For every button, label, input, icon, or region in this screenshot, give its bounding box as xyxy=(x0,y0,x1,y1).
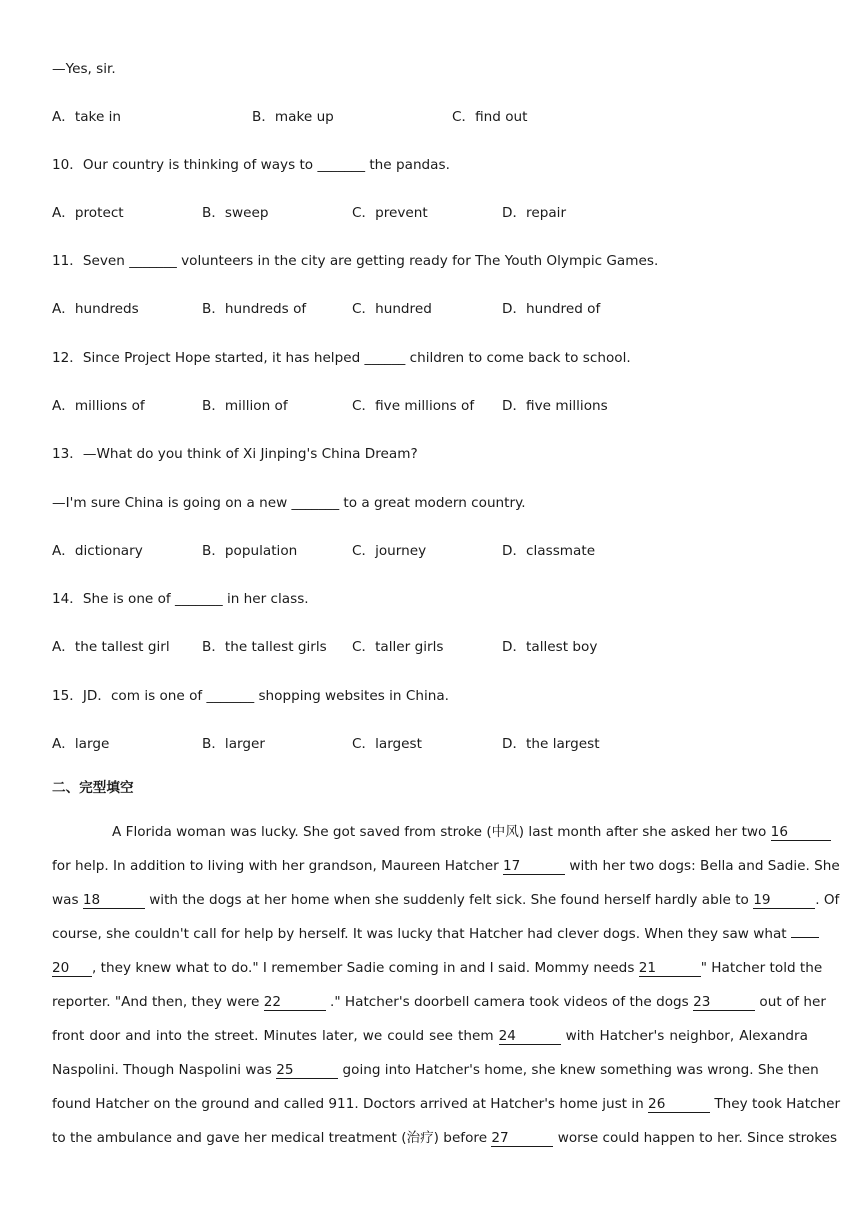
passage-line-6 xyxy=(52,993,826,1011)
q12-stem xyxy=(52,349,631,367)
q15-stem-post: shopping websites in China. xyxy=(254,688,449,704)
q15-blank: _______ xyxy=(206,688,255,704)
blank-20-start xyxy=(791,937,819,938)
passage-text: for help. In addition to living with her grandson, Maureen Hatcher xyxy=(52,858,499,874)
q11-stem-pre: 11．Seven xyxy=(52,253,130,269)
passage-text: " Hatcher told the xyxy=(700,960,823,976)
q10-option-d: D．repair xyxy=(502,205,567,221)
q13-stem xyxy=(52,494,526,512)
q14-stem xyxy=(52,590,309,608)
passage-text: reporter. "And then, they were xyxy=(52,994,260,1010)
q15-stem-pre: 15．JD．com is one of xyxy=(52,688,207,704)
q12-option-c: C．five millions of xyxy=(352,398,475,414)
passage-line-7 xyxy=(52,1027,808,1045)
blank-17: 17 xyxy=(503,859,565,875)
passage-text: ." Hatcher's doorbell camera took videos of the dogs xyxy=(330,994,689,1010)
section-title: 二、完型填空 xyxy=(52,780,134,796)
passage-text: was xyxy=(52,892,79,908)
q14-option-a: A．the tallest girl xyxy=(52,639,170,655)
passage-text: with her two dogs: Bella and Sadie. She xyxy=(569,858,840,874)
q9-option-a: A．take in xyxy=(52,109,122,125)
blank-27: 27 xyxy=(491,1131,553,1147)
blank-22: 22 xyxy=(264,995,326,1011)
passage-text: course, she couldn't call for help by herself. It was lucky that Hatcher had clever dogs. When they saw what xyxy=(52,926,787,942)
q10-stem xyxy=(52,156,450,174)
q12-option-d: D．five millions xyxy=(502,398,608,414)
passage-text: worse could happen to her. Since strokes xyxy=(557,1130,838,1146)
blank-24: 24 xyxy=(499,1029,561,1045)
blank-26: 26 xyxy=(648,1097,710,1113)
q11-option-d: D．hundred of xyxy=(502,301,601,317)
q14-stem-post: in her class. xyxy=(222,591,309,607)
q15-option-c: C．largest xyxy=(352,736,422,752)
q15-stem xyxy=(52,687,449,705)
passage-text: . Of xyxy=(815,892,840,908)
q12-option-a: A．millions of xyxy=(52,398,145,414)
q15-option-b: B．larger xyxy=(202,736,265,752)
q10-stem-pre: 10．Our country is thinking of ways to xyxy=(52,157,318,173)
passage-text: Naspolini. Though Naspolini was xyxy=(52,1062,272,1078)
q11-option-c: C．hundred xyxy=(352,301,432,317)
q9-answer-line: —Yes, sir. xyxy=(52,61,116,77)
q13-stem-pre: —I'm sure China is going on a new xyxy=(52,495,292,511)
passage-line-5 xyxy=(52,959,823,977)
q14-stem-pre: 14．She is one of xyxy=(52,591,176,607)
q13-option-b: B．population xyxy=(202,543,298,559)
q12-option-b: B．million of xyxy=(202,398,288,414)
q12-stem-post: children to come back to school. xyxy=(405,350,631,366)
passage-line-3 xyxy=(52,891,840,909)
q15-option-d: D．the largest xyxy=(502,736,600,752)
q14-option-c: C．taller girls xyxy=(352,639,444,655)
blank-16: 16 xyxy=(771,825,831,841)
q13-blank: _______ xyxy=(291,495,340,511)
passage-line-10 xyxy=(52,1129,838,1147)
q10-stem-post: the pandas. xyxy=(365,157,450,173)
q12-stem-pre: 12．Since Project Hope started, it has helped xyxy=(52,350,365,366)
passage-text: with the dogs at her home when she suddenly felt sick. She found herself hardly able to xyxy=(149,892,749,908)
blank-23: 23 xyxy=(693,995,755,1011)
blank-19: 19 xyxy=(753,893,815,909)
q10-blank: _______ xyxy=(317,157,366,173)
passage-text: front door and into the street. Minutes later, we could see them xyxy=(52,1028,494,1044)
passage-line-4 xyxy=(52,925,808,943)
passage-line-9 xyxy=(52,1095,841,1113)
q13-option-d: D．classmate xyxy=(502,543,596,559)
passage-text: They took Hatcher xyxy=(714,1096,841,1112)
q13-option-c: C．journey xyxy=(352,543,427,559)
q15-option-a: A．large xyxy=(52,736,110,752)
passage-text: out of her xyxy=(759,994,826,1010)
passage-text: going into Hatcher's home, she knew something was wrong. She then xyxy=(342,1062,819,1078)
q10-option-a: A．protect xyxy=(52,205,124,221)
passage-text: with Hatcher's neighbor, Alexandra xyxy=(565,1028,808,1044)
q12-blank: ______ xyxy=(364,350,406,366)
passage-line-2 xyxy=(52,857,840,875)
q11-stem xyxy=(52,252,658,270)
blank-25: 25 xyxy=(276,1063,338,1079)
q13-question: 13．—What do you think of Xi Jinping's China Dream? xyxy=(52,446,418,462)
q14-blank: _______ xyxy=(175,591,223,607)
q13-option-a: A．dictionary xyxy=(52,543,143,559)
q14-option-d: D．tallest boy xyxy=(502,639,598,655)
q10-option-c: C．prevent xyxy=(352,205,428,221)
q11-option-b: B．hundreds of xyxy=(202,301,307,317)
q11-stem-post: volunteers in the city are getting ready for The Youth Olympic Games. xyxy=(176,253,659,269)
q14-option-b: B．the tallest girls xyxy=(202,639,327,655)
blank-20: 20 xyxy=(52,961,92,977)
passage-line-8 xyxy=(52,1061,819,1079)
q11-blank: _______ xyxy=(129,253,177,269)
q11-option-a: A．hundreds xyxy=(52,301,139,317)
q9-option-b: B．make up xyxy=(252,109,334,125)
blank-21: 21 xyxy=(639,961,701,977)
passage-text: to the ambulance and gave her medical treatment (治疗) before xyxy=(52,1130,488,1146)
passage-text: A Florida woman was lucky. She got saved from stroke (中风) last month after she asked her two xyxy=(112,824,767,840)
passage-text: , they knew what to do." I remember Sadie coming in and I said. Mommy needs xyxy=(92,960,635,976)
q9-option-c: C．find out xyxy=(452,109,528,125)
passage-text: found Hatcher on the ground and called 911. Doctors arrived at Hatcher's home just in xyxy=(52,1096,644,1112)
passage-line-1 xyxy=(52,823,808,841)
q10-option-b: B．sweep xyxy=(202,205,269,221)
q13-stem-post: to a great modern country. xyxy=(339,495,526,511)
blank-18: 18 xyxy=(83,893,145,909)
